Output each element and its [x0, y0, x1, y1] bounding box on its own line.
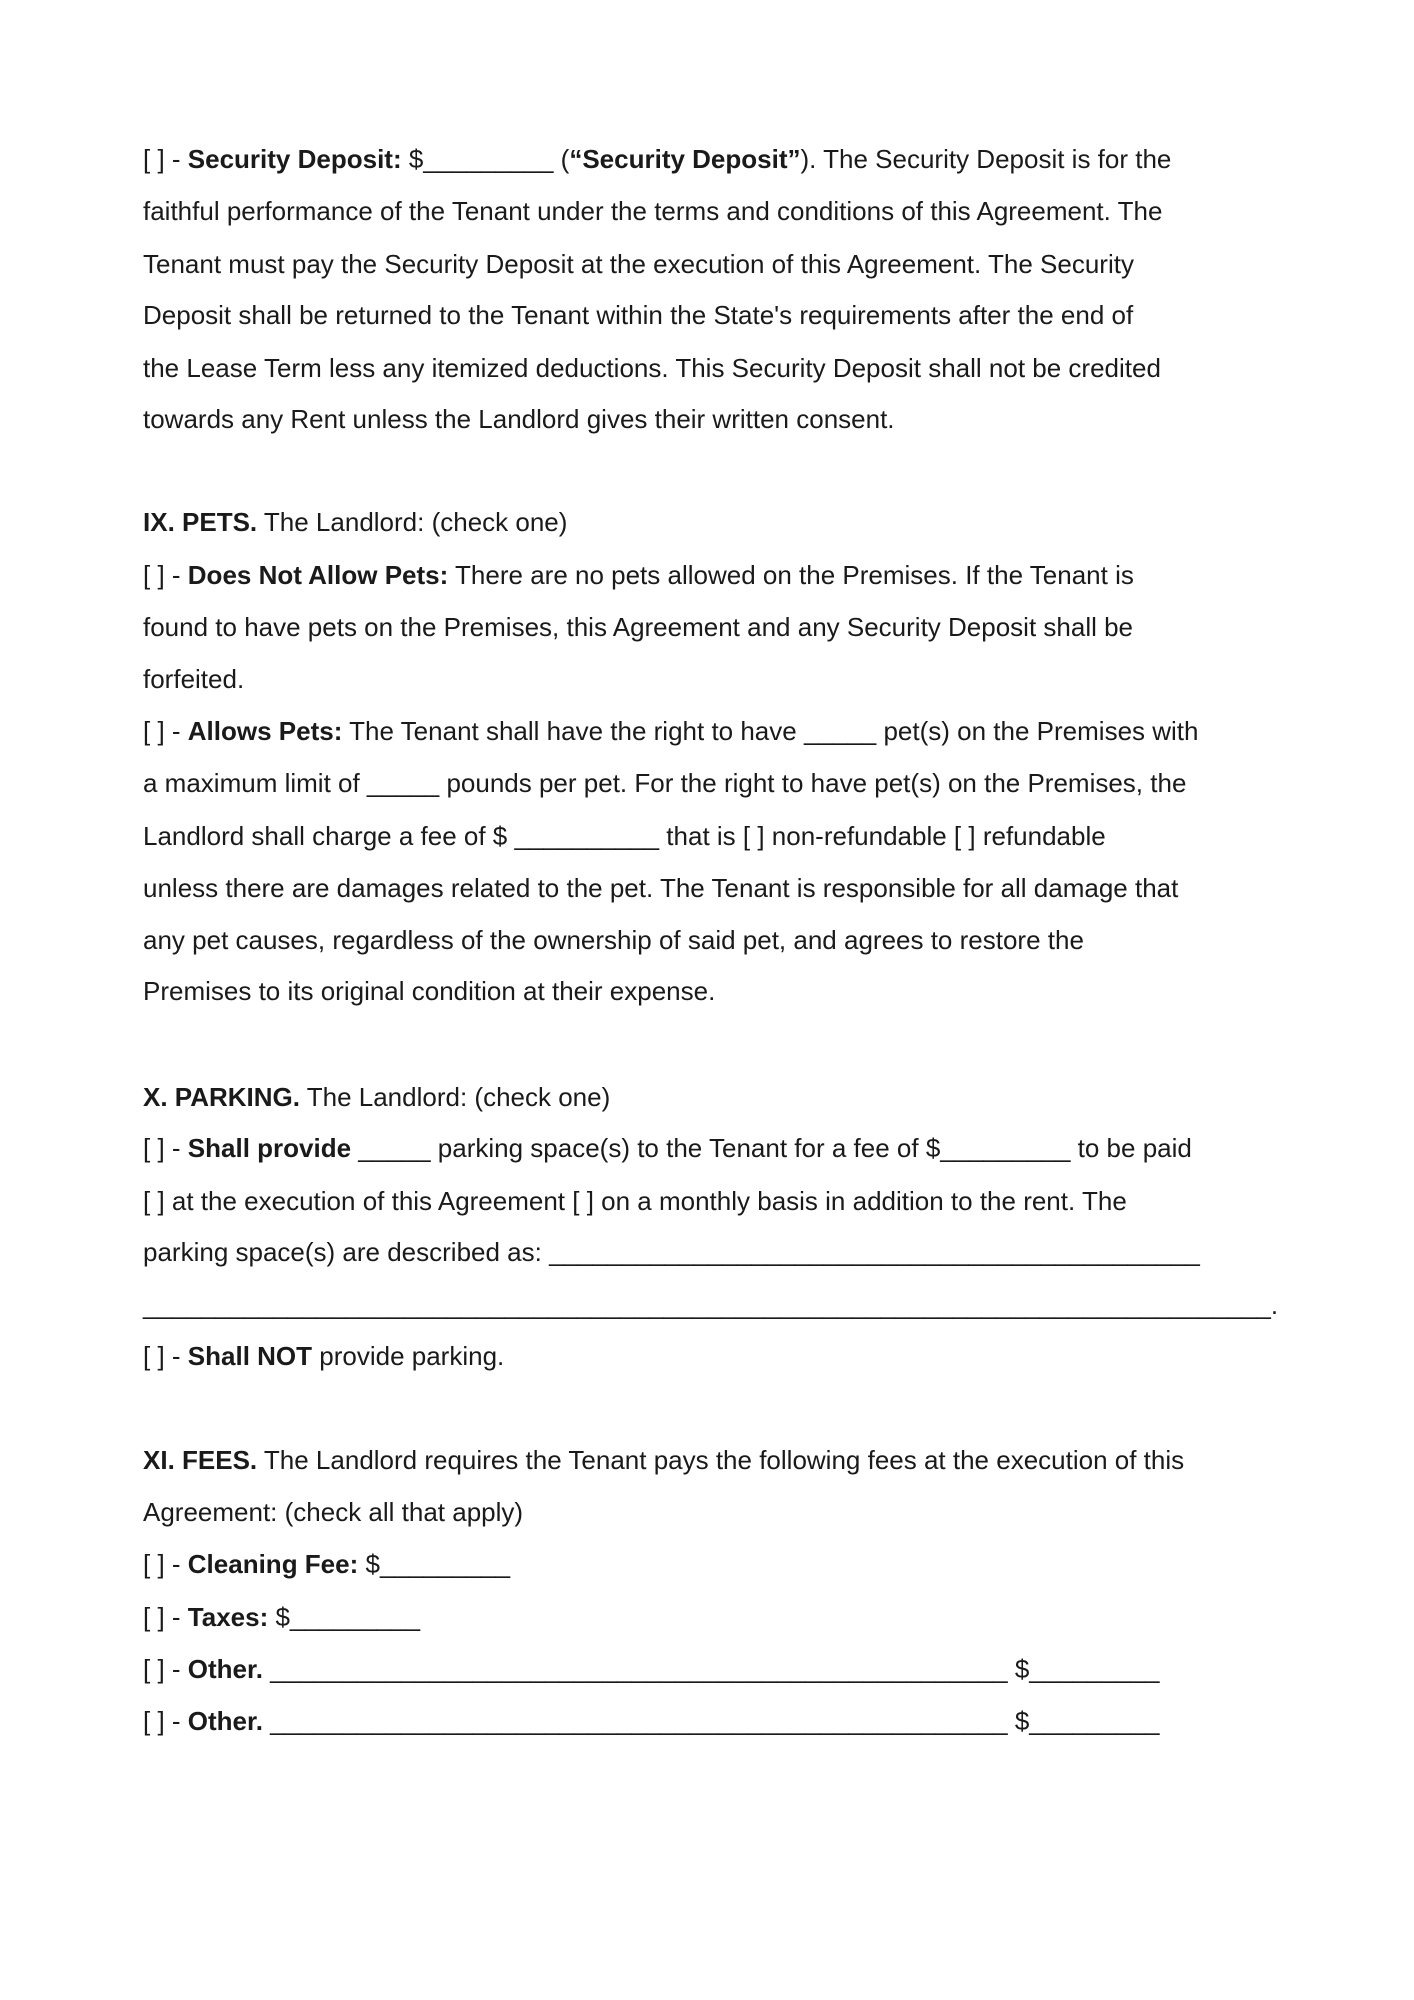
text-line — [143, 1486, 523, 1538]
text-line — [143, 1175, 1127, 1227]
text-segment: [ ] - — [143, 1654, 188, 1684]
text-segment: $_________ — [358, 1549, 511, 1579]
text-segment: Landlord shall charge a fee of $ __________ that is [ ] non-refundable [ ] refundable — [143, 821, 1106, 851]
text-segment: any pet causes, regardless of the ownership of said pet, and agrees to restore the — [143, 925, 1084, 955]
bold-term: Other. — [187, 1654, 263, 1684]
text-line — [143, 757, 1186, 809]
bold-term: IX. PETS. — [143, 507, 258, 537]
bold-term: Allows Pets: — [187, 716, 343, 746]
text-line — [143, 1643, 1159, 1695]
text-segment: provide parking. — [312, 1341, 505, 1371]
text-segment: faithful performance of the Tenant under the terms and conditions of this Agreement. The — [143, 196, 1163, 226]
text-line — [143, 342, 1161, 394]
bold-term: X. PARKING. — [143, 1082, 300, 1112]
text-segment: [ ] - — [143, 1133, 188, 1163]
text-segment: The Tenant shall have the right to have _____ pet(s) on the Premises with — [342, 716, 1199, 746]
text-segment: $_________ — [268, 1602, 421, 1632]
text-line — [143, 549, 1134, 601]
text-segment: the Lease Term less any itemized deductions. This Security Deposit shall not be credited — [143, 353, 1161, 383]
text-line — [143, 1695, 1159, 1747]
bold-term: Cleaning Fee: — [187, 1549, 359, 1579]
text-line — [143, 1226, 1200, 1278]
text-segment: [ ] - — [143, 1706, 188, 1736]
text-segment: parking space(s) are described as: _____________________________________________ — [143, 1237, 1200, 1267]
bold-term: XI. FEES. — [143, 1445, 258, 1475]
text-segment: The Landlord: (check one) — [299, 1082, 611, 1112]
text-line — [143, 653, 244, 705]
text-segment: [ ] - — [143, 144, 188, 174]
text-segment: [ ] - — [143, 1602, 188, 1632]
text-line — [143, 1071, 610, 1123]
text-line — [143, 1538, 510, 1590]
bold-term: Shall provide — [187, 1133, 352, 1163]
text-line — [143, 185, 1162, 237]
text-segment: [ ] - — [143, 716, 188, 746]
text-segment: Premises to its original condition at their expense. — [143, 976, 716, 1006]
text-segment: ___________________________________________________ $_________ — [262, 1706, 1160, 1736]
bold-term: Does Not Allow Pets: — [187, 560, 449, 590]
text-line — [143, 1330, 504, 1382]
text-segment: _____ parking space(s) to the Tenant for a fee of $_________ to be paid — [351, 1133, 1192, 1163]
text-line — [143, 914, 1084, 966]
text-line — [143, 1591, 420, 1643]
text-segment: unless there are damages related to the pet. The Tenant is responsible for all damage that — [143, 873, 1179, 903]
text-segment: ______________________________________________________________________________. — [143, 1290, 1279, 1320]
text-segment: [ ] - — [143, 560, 188, 590]
text-segment: [ ] - — [143, 1341, 188, 1371]
text-line — [143, 289, 1133, 341]
text-line — [143, 496, 567, 548]
text-line — [143, 1279, 1278, 1331]
bold-term: Security Deposit: — [187, 144, 402, 174]
bold-term: Shall NOT — [187, 1341, 313, 1371]
bold-term: Taxes: — [187, 1602, 269, 1632]
text-segment: [ ] - — [143, 1549, 188, 1579]
text-segment: [ ] at the execution of this Agreement [ ] on a monthly basis in addition to the rent. The — [143, 1186, 1127, 1216]
text-segment: The Landlord requires the Tenant pays the following fees at the execution of this — [257, 1445, 1185, 1475]
text-line — [143, 133, 1171, 185]
text-line — [143, 601, 1133, 653]
text-segment: towards any Rent unless the Landlord gives their written consent. — [143, 404, 895, 434]
text-segment: Agreement: (check all that apply) — [143, 1497, 524, 1527]
text-segment: Tenant must pay the Security Deposit at the execution of this Agreement. The Security — [143, 249, 1134, 279]
text-line — [143, 862, 1178, 914]
text-segment: ). The Security Deposit is for the — [800, 144, 1172, 174]
text-line — [143, 1434, 1184, 1486]
text-line — [143, 393, 895, 445]
text-segment: a maximum limit of _____ pounds per pet. For the right to have pet(s) on the Premises, the — [143, 768, 1187, 798]
text-segment: Deposit shall be returned to the Tenant within the State's requirements after the end of — [143, 300, 1134, 330]
text-segment: found to have pets on the Premises, this Agreement and any Security Deposit shall be — [143, 612, 1134, 642]
text-line — [143, 705, 1198, 757]
text-segment: The Landlord: (check one) — [257, 507, 568, 537]
text-segment: ___________________________________________________ $_________ — [262, 1654, 1160, 1684]
text-line — [143, 238, 1134, 290]
text-segment: $_________ ( — [401, 144, 570, 174]
text-line — [143, 810, 1106, 862]
text-segment: forfeited. — [143, 664, 245, 694]
text-line — [143, 965, 715, 1017]
bold-term: “Security Deposit” — [569, 144, 801, 174]
text-segment: There are no pets allowed on the Premises. If the Tenant is — [448, 560, 1134, 590]
bold-term: Other. — [187, 1706, 263, 1736]
text-line — [143, 1122, 1192, 1174]
